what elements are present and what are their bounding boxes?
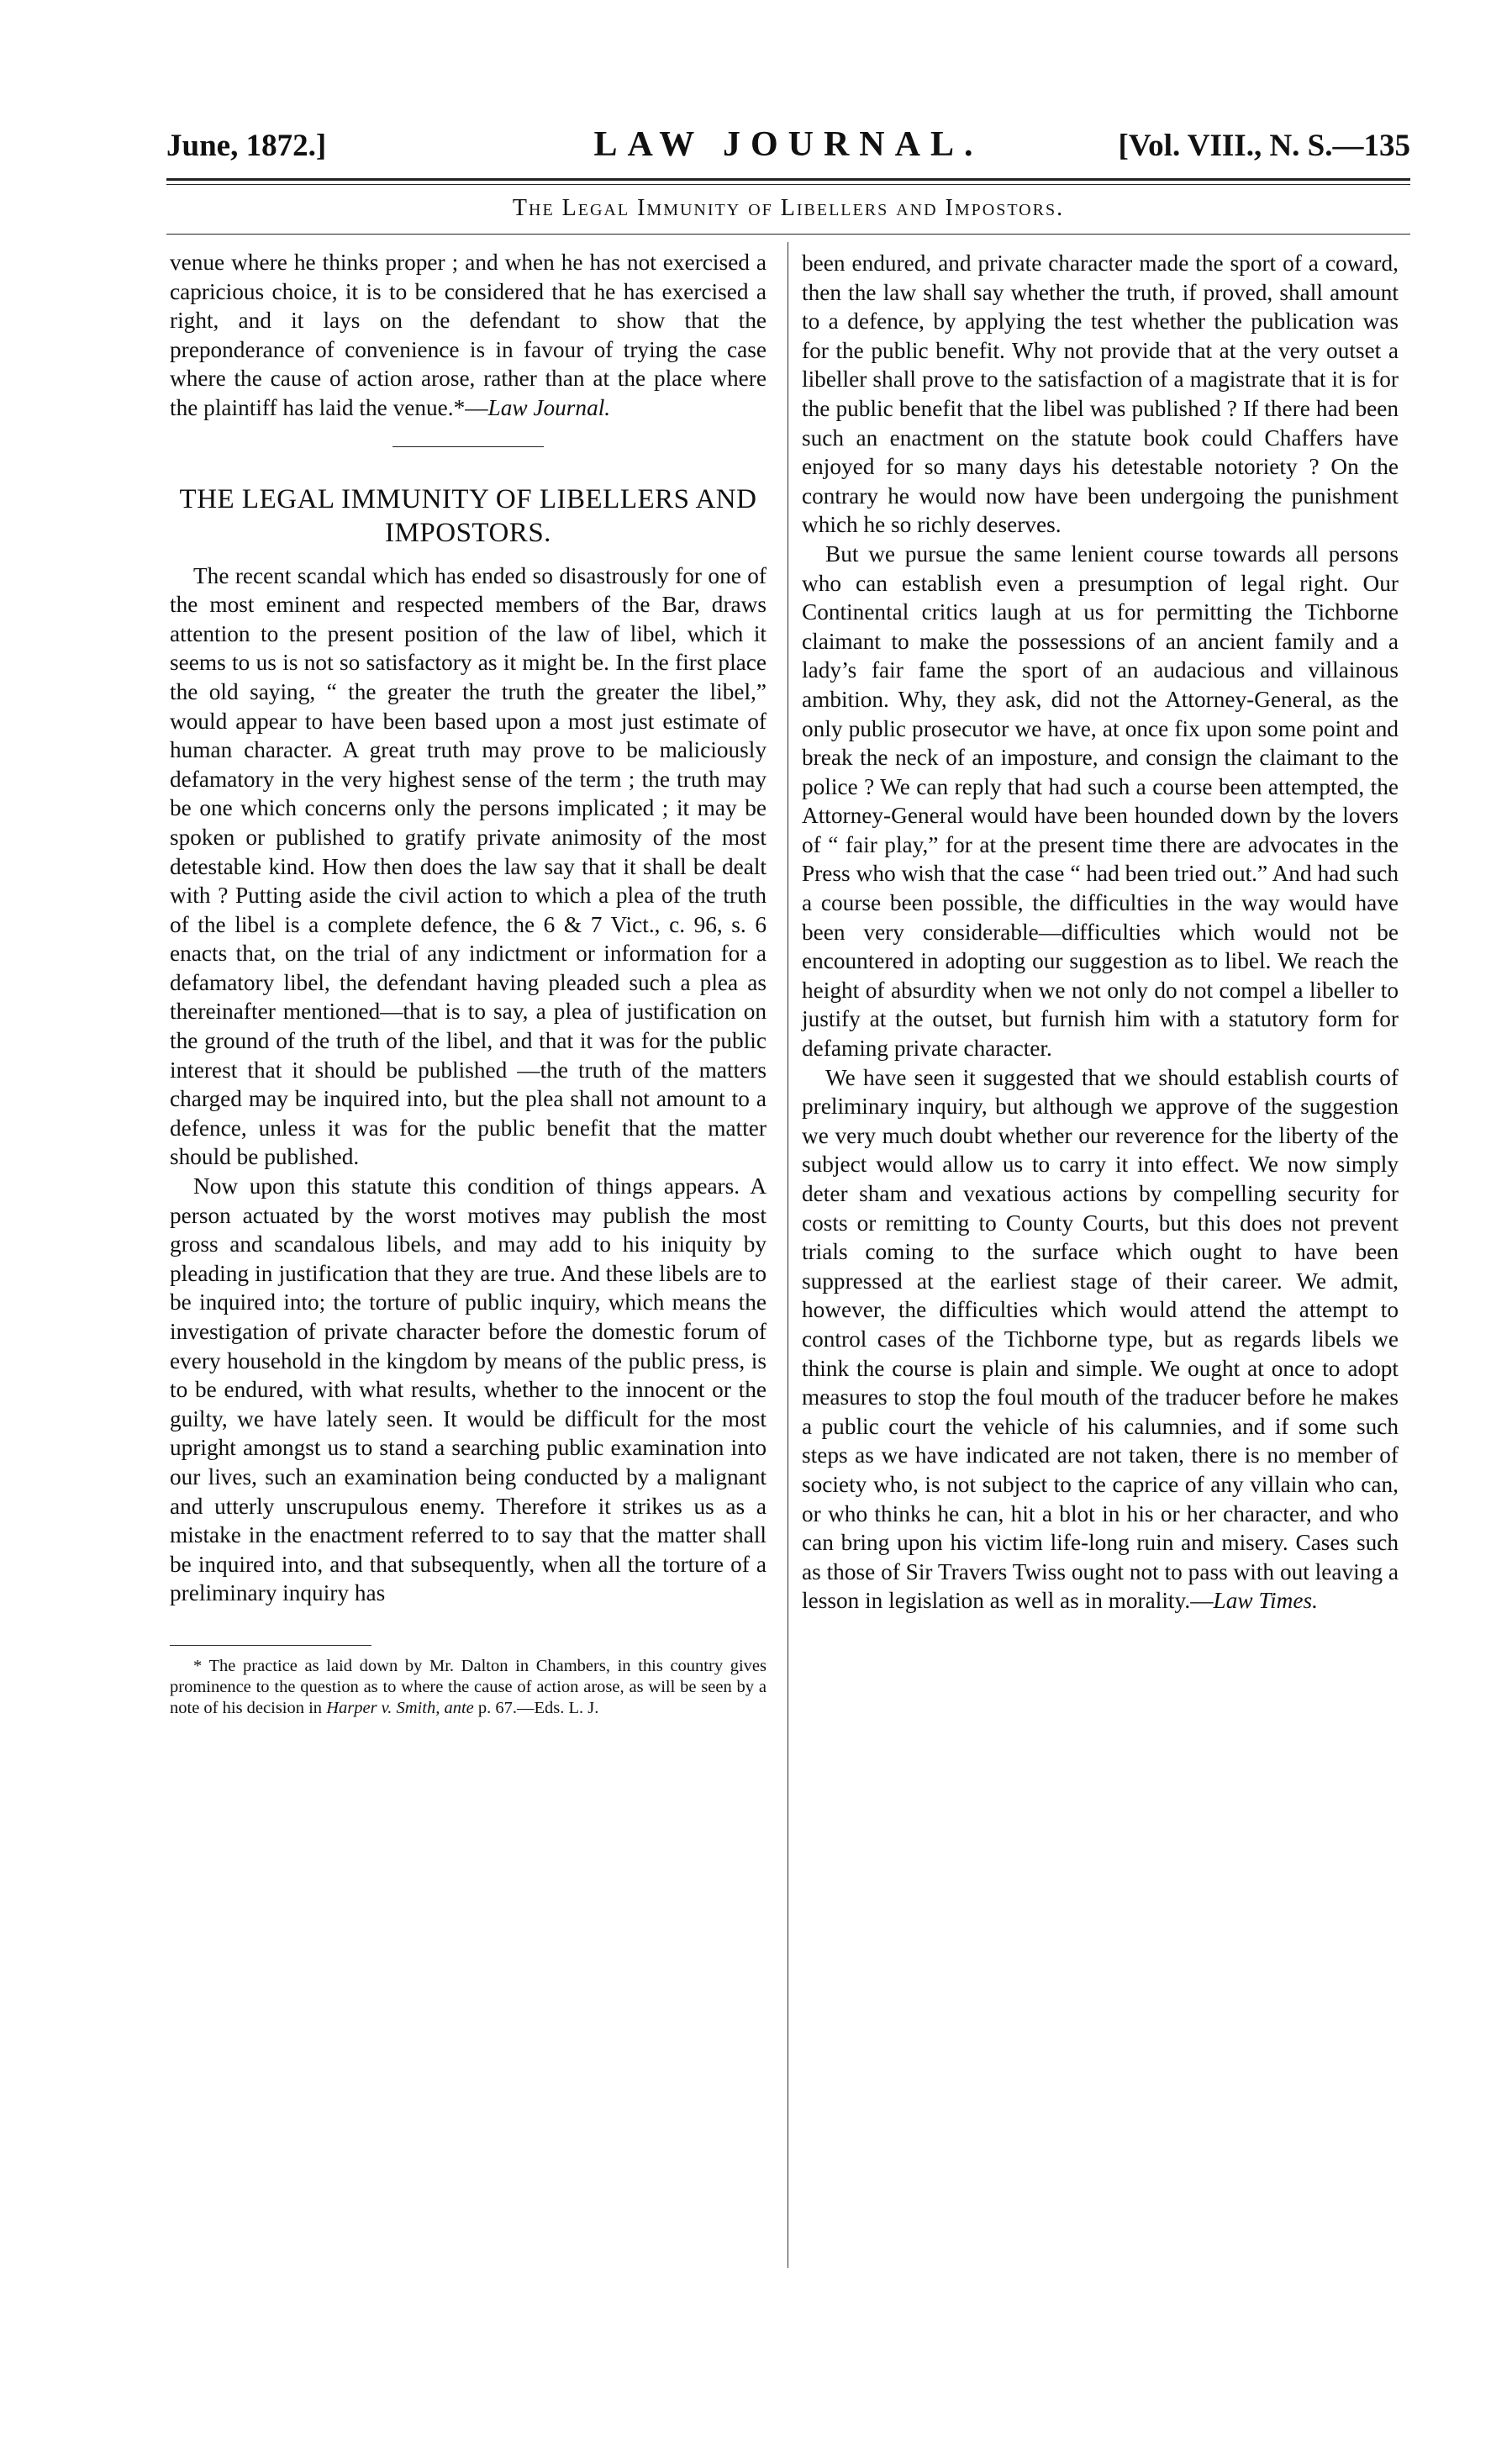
- article-title: THE LEGAL IMMUNITY OF LIBELLERS AND IMPOSTORS.: [179, 483, 757, 548]
- article-paragraph-1: The recent scandal which has ended so disastrously for one of the most eminent and respected members of the Bar, draws attention to the present position of the law of libel, which it seems to us is not so satisfactory as it might be. In the first place the old saying, “ the greater the truth the greater the libel,” would appear to have been based upon a most just estimate of human character. A great truth may prove to be maliciously defamatory in the very highest sense of the term ; the truth may be one which concerns only the persons implicated ; it may be spoken or published to gratify private animosity of the most detestable kind. How then does the law say that it shall be dealt with ? Putting aside the civil action to which a plea of the truth of the libel is a complete defence, the 6 & 7 Vict., c. 96, s. 6 enacts that, on the trial of any indictment or information for a defamatory libel, the defendant having pleaded such a plea as thereinafter mentioned—that is to say, a plea of justification on the ground of the truth of the libel, and that it was for the public interest that it should be published —the truth of the matters charged may be inquired into, but the plea shall not amount to a defence, unless it was for the public benefit that the matter should be published.: [170, 562, 767, 1170]
- continuation-text: venue where he thinks proper ; and when he has not exercised a capricious choice, it is to be considered that he has exercised a right, and it lays on the defendant to show that the preponderance of convenience is in favour of trying the case where the cause of action arose, rather than at the place where the plaintiff has laid the venue.*—: [170, 250, 767, 420]
- article-paragraph-5-text: We have seen it suggested that we should establish courts of preliminary inquiry, but although we approve of the suggestion we very much doubt whether our reverence for the liberty of the subject would allow us to carry it into effect. We now simply deter sham and vexatious actions by compelling security for costs or remitting to County Courts, but this does not prevent trials coming to the surface which ought to have been suppressed at the earliest stage of their career. We admit, however, the difficulties which would attend the attempt to control cases of the Tichborne type, but as regards libels we think the course is plain and simple. We ought at once to adopt measures to stop the foul mouth of the traducer before he makes a public court the vehicle of his calumnies, and if some such steps as we have indicated are not taken, there is no member of society who, is not subject to the caprice of any villain who can, or who thinks he can, hit a blot in his or her character, and who can bring upon his victim life-long ruin and misery. Cases such as those of Sir Travers Twiss ought not to pass with out leaving a lesson in legislation as well as in morality.—: [802, 1064, 1399, 1614]
- footnote-rule: [170, 1645, 371, 1646]
- section-heading-rule: [166, 234, 1410, 235]
- continuation-paragraph: [170, 248, 767, 423]
- footnote-text: * The practice as laid down by Mr. Dalton in Chambers, in this country gives prominence to the question as to where the cause of action arose, as will be seen by a note of his decision in: [170, 1656, 767, 1717]
- right-column: [802, 249, 1399, 1616]
- left-column: [170, 248, 767, 1719]
- article-paragraph-4: But we pursue the same lenient course towards all persons who can establish even a presumption of legal right. Our Continental critics laugh at us for permitting the Tichborne claimant to make the possessions of an ancient family and a lady’s fair fame the sport of an audacious and villainous ambition. Why, they ask, did not the Attorney-General, as the only public prosecutor we have, at once fix upon some point and break the neck of an imposture, and consign the claimant to the police ? We can reply that had such a course been attempted, the Attorney-General would have been hounded down by the lovers of “ fair play,” for at the present time there are advocates in the Press who wish that the case “ had been tried out.” And had such a course been possible, the difficulties in the way would have been very considerable—difficulties which would not be encountered in adopting our suggestion as to libel. We reach the height of absurdity when we not only do not compel a libeller to justify at the outset, but furnish him with a statutory form for defaming private character.: [802, 540, 1399, 1062]
- journal-title: LAW JOURNAL.: [593, 125, 983, 164]
- footnote: [170, 1656, 767, 1719]
- footnote-text-end: p. 67.—Eds. L. J.: [473, 1698, 599, 1717]
- continuation-source: Law Journal.: [487, 394, 611, 420]
- volume-page-number: [Vol. VIII., N. S.—135: [1118, 129, 1410, 163]
- article-source: Law Times.: [1213, 1588, 1318, 1614]
- article-paragraph-3: been endured, and private character made the sport of a coward, then the law shall say whether the truth, if proved, shall amount to a defence, by applying the test whether the publication was for the public benefit. Why not provide that at the very outset a libeller shall prove to the satisfaction of a magistrate that it is for the public benefit that the libel was published ? If there had been such an enactment on the statute book could Chaffers have enjoyed for so many days his detestable notoriety ? On the contrary he would now have been undergoing the punishment which he so richly deserves.: [802, 250, 1399, 538]
- running-header: [166, 123, 1410, 173]
- issue-date: June, 1872.]: [166, 129, 327, 163]
- header-rule-thin: [166, 184, 1410, 185]
- article-paragraph-2: Now upon this statute this condition of things appears. A person actuated by the worst motives may publish the most gross and scandalous libels, and may add to his iniquity by pleading in justification that they are true. And these libels are to be inquired into; the torture of public inquiry, which means the investigation of private character before the domestic forum of every household in the kingdom by means of the public press, is to be endured, with what results, whether to the innocent or the guilty, we have lately seen. It would be difficult for the most upright amongst us to stand a searching public examination into our lives, such an examination being conducted by a malignant and utterly unscrupulous enemy. Therefore it strikes us as a mistake in the enactment referred to to say that the matter shall be inquired into, and that subsequently, when all the torture of a preliminary inquiry has: [170, 1173, 767, 1606]
- article-separator-rule: [392, 446, 544, 447]
- header-rule-thick: [166, 178, 1410, 181]
- section-heading: The Legal Immunity of Libellers and Impostors.: [512, 195, 1065, 221]
- footnote-case-citation: Harper v. Smith, ante: [326, 1698, 474, 1717]
- article-paragraph-5: [802, 1063, 1399, 1616]
